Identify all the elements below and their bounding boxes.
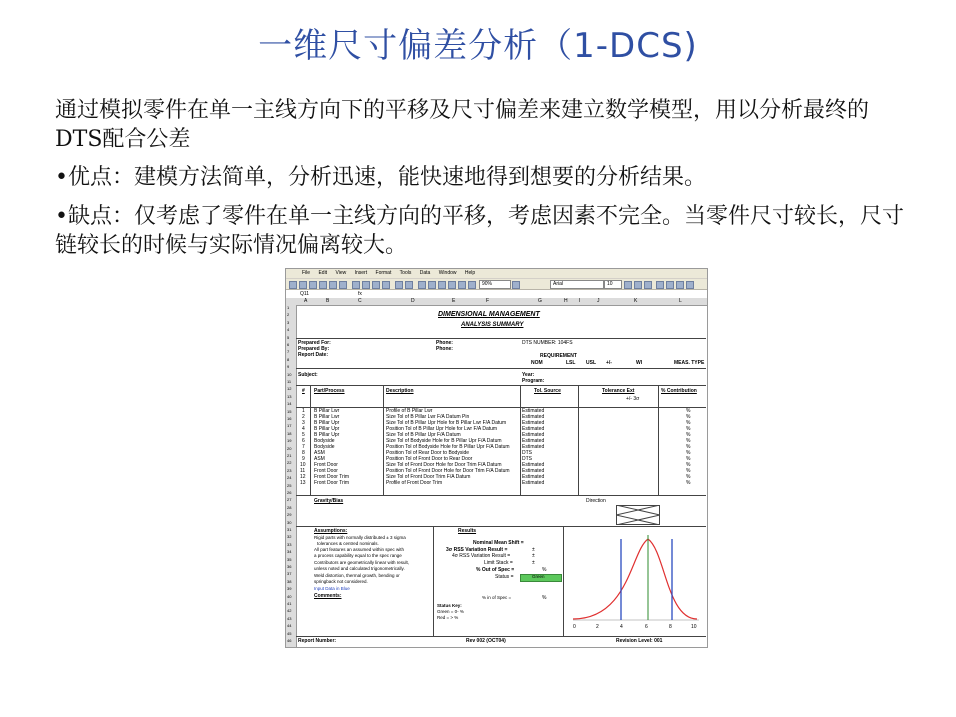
revision-level: Revision Level: 001 bbox=[616, 638, 663, 644]
report-subtitle: ANALYSIS SUMMARY bbox=[461, 322, 524, 328]
result-label: Nominal Mean Shift = bbox=[473, 540, 524, 546]
row-source: Estimated bbox=[522, 414, 545, 420]
undo-icon[interactable] bbox=[395, 281, 403, 289]
grid-line bbox=[383, 385, 384, 495]
divider bbox=[296, 636, 706, 637]
row-source: DTS bbox=[522, 450, 532, 456]
row-part: Front Door bbox=[314, 462, 338, 468]
row-number[interactable]: 38 bbox=[287, 578, 292, 584]
result-label: % Out of Spec = bbox=[476, 567, 515, 573]
grid-line bbox=[520, 385, 521, 495]
prepared-for-label: Prepared For: bbox=[298, 340, 331, 346]
row-num: 5 bbox=[302, 432, 305, 438]
row-number[interactable]: 13 bbox=[287, 393, 292, 399]
x-tick: 10 bbox=[691, 624, 697, 630]
row-pct: % bbox=[686, 444, 691, 450]
phone-label-2: Phone: bbox=[436, 346, 453, 352]
row-source: Estimated bbox=[522, 480, 545, 486]
cut-icon[interactable] bbox=[352, 281, 360, 289]
req-wi: WI bbox=[636, 360, 643, 366]
divider bbox=[296, 407, 706, 408]
dts-number: DTS NUMBER: 104FS bbox=[522, 340, 573, 346]
row-part: B Pillar Lwr bbox=[314, 414, 340, 420]
gravity-bias-label: Gravity/Bias bbox=[314, 498, 344, 504]
fx-icon: fx bbox=[358, 291, 362, 297]
pm-3sigma: +/- 3σ bbox=[626, 396, 640, 402]
col-i[interactable]: I bbox=[579, 298, 581, 304]
row-num: 11 bbox=[300, 468, 306, 474]
row-desc: Size Tol of B Pillar Lwr F/A Datum Pin bbox=[386, 414, 470, 420]
row-desc: Size Tol of B Pillar Upr Hole for B Pillar Lwr F/A Datum bbox=[386, 420, 507, 426]
row-number[interactable]: 4 bbox=[287, 327, 290, 333]
row-number[interactable]: 16 bbox=[287, 416, 292, 421]
col-num-header: # bbox=[302, 388, 305, 394]
row-number[interactable]: 22 bbox=[287, 460, 292, 466]
row-number[interactable]: 30 bbox=[287, 519, 292, 525]
row-number[interactable]: 7 bbox=[287, 349, 290, 355]
menu-insert[interactable]: Insert bbox=[354, 270, 368, 276]
help-icon[interactable] bbox=[512, 281, 520, 289]
row-number[interactable]: 1 bbox=[287, 305, 290, 310]
assumption-line: unless noted and calculated trigonometrically. bbox=[314, 566, 405, 571]
row-num: 12 bbox=[300, 474, 306, 480]
row-num: 4 bbox=[302, 426, 305, 432]
disadvantage-bullet: •缺点：仅考虑了零件在单一主线方向的平移，考虑因素不完全。当零件尺寸较长，尺寸链较长的时候与实际情况偏离较大。 bbox=[55, 204, 904, 258]
row-desc: Size Tol of Front Door Hole for Door Trim F/A Datum bbox=[386, 462, 502, 468]
assumption-line: Weld distortion, thermal growth, bending or bbox=[314, 573, 400, 578]
row-num: 1 bbox=[302, 408, 305, 414]
preview-icon[interactable] bbox=[329, 281, 337, 289]
row-num: 2 bbox=[302, 414, 305, 420]
row-pct: % bbox=[686, 414, 691, 420]
copy-icon[interactable] bbox=[362, 281, 370, 289]
col-k[interactable]: K bbox=[634, 298, 638, 304]
row-number[interactable]: 42 bbox=[287, 608, 292, 614]
x-tick: 6 bbox=[645, 624, 648, 630]
row-part: B Pillar Upr bbox=[314, 432, 340, 438]
row-number[interactable]: 26 bbox=[287, 490, 292, 495]
normal-curve bbox=[573, 539, 697, 619]
year-label: Year: bbox=[522, 372, 535, 378]
result-label: 3σ RSS Variation Result = bbox=[446, 547, 508, 553]
menu-edit[interactable]: Edit bbox=[318, 270, 328, 276]
slide-title: 一维尺寸偏差分析（1-DCS) bbox=[258, 26, 698, 66]
col-c[interactable]: C bbox=[358, 298, 362, 304]
merge-icon[interactable] bbox=[686, 281, 694, 289]
menu-window[interactable]: Window bbox=[438, 270, 457, 276]
row-desc: Position Tol of B Pillar Upr Hole for Lwr F/A Datum bbox=[386, 426, 498, 432]
row-number[interactable]: 37 bbox=[287, 571, 292, 577]
col-tol-header: Tolerance Ext bbox=[602, 388, 635, 394]
col-d[interactable]: D bbox=[411, 298, 415, 304]
row-desc: Position Tol of Bodyside Hole for B Pillar Upr F/A Datum bbox=[386, 444, 510, 450]
divider bbox=[296, 338, 706, 339]
phone-label-1: Phone: bbox=[436, 340, 453, 346]
in-spec-label: % in of Spec = bbox=[482, 595, 512, 600]
program-label: Program: bbox=[522, 378, 545, 384]
row-desc: Size Tol of Front Door Trim F/A Datum bbox=[386, 474, 471, 480]
row-pct: % bbox=[686, 456, 691, 462]
row-number[interactable]: 8 bbox=[287, 356, 290, 362]
row-number[interactable]: 23 bbox=[287, 467, 292, 473]
row-num: 10 bbox=[300, 462, 306, 468]
underline-icon[interactable] bbox=[644, 281, 652, 289]
assumption-line: Contributors are geometrically linear with result, bbox=[314, 560, 410, 565]
row-pct: % bbox=[686, 450, 691, 456]
col-j[interactable]: J bbox=[597, 298, 600, 304]
row-number[interactable]: 19 bbox=[287, 438, 292, 444]
row-number[interactable]: 34 bbox=[287, 549, 292, 555]
col-f[interactable]: F bbox=[486, 298, 490, 304]
row-pct: % bbox=[686, 426, 691, 432]
row-pct: % bbox=[686, 408, 691, 414]
drawing-icon[interactable] bbox=[468, 281, 476, 289]
result-value: ± bbox=[532, 547, 535, 553]
row-number[interactable]: 10 bbox=[287, 371, 292, 377]
prepared-by-label: Prepared By: bbox=[298, 346, 330, 352]
row-num: 6 bbox=[302, 438, 305, 444]
row-part: Bodyside bbox=[314, 444, 335, 450]
col-b[interactable]: B bbox=[326, 298, 330, 304]
toolbar bbox=[286, 278, 707, 290]
row-desc: Profile of B Pillar Lwr bbox=[386, 408, 433, 414]
row-part: B Pillar Upr bbox=[314, 420, 340, 426]
divider bbox=[296, 526, 706, 527]
row-part: ASM bbox=[314, 450, 325, 456]
col-e[interactable]: E bbox=[452, 298, 456, 304]
x-tick: 8 bbox=[669, 624, 672, 630]
row-number[interactable]: 2 bbox=[287, 312, 290, 318]
x-tick: 0 bbox=[573, 624, 576, 630]
assumption-line: Input Data in Blue bbox=[314, 586, 350, 591]
row-number[interactable]: 5 bbox=[287, 334, 290, 340]
assumption-line: a process capability equal to the spec range bbox=[314, 553, 402, 558]
row-number[interactable]: 44 bbox=[287, 623, 292, 629]
row-source: Estimated bbox=[522, 438, 545, 444]
menu-format[interactable]: Format bbox=[375, 270, 392, 276]
row-number[interactable]: 45 bbox=[287, 630, 292, 636]
key-red: Red = > % bbox=[437, 615, 459, 620]
col-part-header: Part/Process bbox=[314, 388, 345, 394]
row-num: 9 bbox=[302, 456, 305, 462]
row-number[interactable]: 33 bbox=[287, 541, 292, 547]
font-select[interactable]: Arial bbox=[550, 280, 604, 289]
row-number[interactable]: 46 bbox=[287, 638, 292, 643]
col-contrib-header: % Contribution bbox=[661, 388, 697, 394]
result-value: ± bbox=[532, 553, 535, 559]
spell-icon[interactable] bbox=[339, 281, 347, 289]
format-painter-icon[interactable] bbox=[382, 281, 390, 289]
assumptions-title: Assumptions: bbox=[314, 528, 348, 534]
x-tick: 2 bbox=[596, 624, 599, 630]
row-number[interactable]: 35 bbox=[287, 556, 292, 562]
redo-icon[interactable] bbox=[405, 281, 413, 289]
col-g[interactable]: G bbox=[538, 298, 542, 304]
row-pct: % bbox=[686, 462, 691, 468]
row-pct: % bbox=[686, 432, 691, 438]
row-num: 7 bbox=[302, 444, 305, 450]
row-number[interactable]: 21 bbox=[287, 453, 292, 458]
row-desc: Position Tol of Front Door to Rear Door bbox=[386, 456, 473, 462]
row-number[interactable]: 25 bbox=[287, 482, 292, 488]
row-number[interactable]: 27 bbox=[287, 497, 292, 503]
row-desc: Profile of Front Door Trim bbox=[386, 480, 443, 486]
align-left-icon[interactable] bbox=[656, 281, 664, 289]
row-source: Estimated bbox=[522, 432, 545, 438]
result-label: Status = bbox=[495, 574, 514, 580]
row-number[interactable]: 28 bbox=[287, 504, 292, 510]
zoom-select[interactable]: 90% bbox=[479, 280, 511, 289]
req-pm: +/- bbox=[606, 360, 612, 366]
result-value: ± bbox=[532, 560, 535, 566]
col-l[interactable]: L bbox=[679, 298, 682, 304]
req-meas-type: MEAS. TYPE bbox=[674, 360, 705, 366]
name-box[interactable]: Q11 bbox=[300, 291, 310, 297]
row-number[interactable]: 29 bbox=[287, 512, 292, 518]
row-source: Estimated bbox=[522, 420, 545, 426]
report-number-label: Report Number: bbox=[298, 638, 337, 644]
report-title: DIMENSIONAL MANAGEMENT bbox=[438, 311, 540, 318]
results-title: Results bbox=[458, 528, 477, 534]
row-desc: Position Tol of Rear Door to Bodyside bbox=[386, 450, 470, 456]
row-num: 13 bbox=[300, 480, 306, 486]
row-num: 8 bbox=[302, 450, 305, 456]
req-nom: NOM bbox=[531, 360, 543, 366]
row-source: Estimated bbox=[522, 468, 545, 474]
row-part: Front Door Trim bbox=[314, 480, 350, 486]
grid-line bbox=[433, 526, 434, 636]
comments-label: Comments: bbox=[314, 593, 342, 599]
row-number[interactable]: 31 bbox=[287, 527, 292, 532]
row-number[interactable]: 24 bbox=[287, 475, 292, 481]
row-part: Front Door bbox=[314, 468, 338, 474]
align-right-icon[interactable] bbox=[676, 281, 684, 289]
paste-icon[interactable] bbox=[372, 281, 380, 289]
row-source: Estimated bbox=[522, 444, 545, 450]
col-source-header: Tol. Source bbox=[534, 388, 561, 394]
menu-help[interactable]: Help bbox=[464, 270, 476, 276]
row-pct: % bbox=[686, 468, 691, 474]
spreadsheet-screenshot bbox=[285, 268, 708, 648]
col-desc-header: Description bbox=[386, 388, 414, 394]
row-number[interactable]: 43 bbox=[287, 615, 292, 621]
requirement-label: REQUIREMENT bbox=[540, 353, 577, 359]
assumption-line: All part features an assumed within spec with bbox=[314, 547, 405, 552]
row-desc: Position Tol of Front Door Hole for Door Trim F/A Datum bbox=[386, 468, 510, 474]
report-date-label: Report Date: bbox=[298, 352, 329, 358]
row-number[interactable]: 15 bbox=[287, 408, 292, 414]
key-green: Green = 0- % bbox=[437, 609, 464, 614]
row-source: Estimated bbox=[522, 426, 545, 432]
assumption-line: tolerances & centred nominals. bbox=[317, 541, 379, 546]
col-a[interactable]: A bbox=[304, 298, 308, 304]
row-number[interactable]: 17 bbox=[287, 423, 292, 429]
req-usl: USL bbox=[586, 360, 596, 366]
status-key-label: Status Key: bbox=[437, 603, 462, 608]
row-number[interactable]: 20 bbox=[287, 445, 292, 451]
font-size-select[interactable]: 10 bbox=[604, 280, 622, 289]
chart-wizard-icon[interactable] bbox=[458, 281, 466, 289]
new-icon[interactable] bbox=[289, 281, 297, 289]
row-number[interactable]: 6 bbox=[287, 342, 290, 347]
intro-paragraph: 通过模拟零件在单一主线方向下的平移及尺寸偏差来建立数学模型，用以分析最终的DTS配合公差 bbox=[55, 98, 870, 152]
direction-label: Direction bbox=[586, 498, 606, 504]
align-center-icon[interactable] bbox=[666, 281, 674, 289]
open-icon[interactable] bbox=[299, 281, 307, 289]
row-part: Bodyside bbox=[314, 438, 335, 444]
result-label: 4σ RSS Variation Result = bbox=[452, 553, 511, 559]
col-h[interactable]: H bbox=[564, 298, 568, 304]
divider bbox=[296, 495, 706, 496]
assumption-line: springback not considered. bbox=[314, 579, 368, 584]
print-icon[interactable] bbox=[319, 281, 327, 289]
row-number[interactable]: 18 bbox=[287, 430, 292, 436]
row-number[interactable]: 3 bbox=[287, 319, 290, 325]
row-pct: % bbox=[686, 480, 691, 486]
grid-line bbox=[578, 385, 579, 495]
column-headers bbox=[286, 298, 707, 306]
row-number[interactable]: 11 bbox=[287, 379, 292, 384]
in-spec-pct: % bbox=[542, 595, 547, 601]
row-number[interactable]: 9 bbox=[287, 364, 290, 370]
row-pct: % bbox=[686, 438, 691, 444]
autosum-icon[interactable] bbox=[428, 281, 436, 289]
result-pct: % bbox=[542, 567, 547, 573]
row-part: Front Door Trim bbox=[314, 474, 350, 480]
row-pct: % bbox=[686, 420, 691, 426]
menu-view[interactable]: View bbox=[335, 270, 347, 276]
row-number[interactable]: 41 bbox=[287, 601, 292, 606]
menu-tools[interactable]: Tools bbox=[399, 270, 412, 276]
row-source: DTS bbox=[522, 456, 532, 462]
row-part: B Pillar Upr bbox=[314, 426, 340, 432]
row-part: ASM bbox=[314, 456, 325, 462]
sort-desc-icon[interactable] bbox=[448, 281, 456, 289]
result-label: Limit Stack = bbox=[484, 560, 513, 566]
italic-icon[interactable] bbox=[634, 281, 642, 289]
row-number[interactable]: 39 bbox=[287, 586, 292, 592]
x-tick: 4 bbox=[620, 624, 623, 630]
menu-file[interactable]: File bbox=[302, 270, 311, 276]
distribution-chart bbox=[569, 531, 703, 631]
row-num: 3 bbox=[302, 420, 305, 426]
menu-bar bbox=[286, 269, 707, 278]
rev-label: Rev 002 (OCT04) bbox=[466, 638, 506, 644]
row-desc: Size Tol of Bodyside Hole for B Pillar Upr F/A Datum bbox=[386, 438, 502, 444]
bold-icon[interactable] bbox=[624, 281, 632, 289]
subject-label: Subject: bbox=[298, 372, 318, 378]
status-value: Green bbox=[532, 574, 545, 579]
save-icon[interactable] bbox=[309, 281, 317, 289]
grid-line bbox=[310, 385, 311, 495]
assumption-line: Rigid parts with normally distributed ± 3 sigma bbox=[314, 535, 406, 540]
hyperlink-icon[interactable] bbox=[418, 281, 426, 289]
divider bbox=[296, 385, 706, 386]
grid-line bbox=[658, 385, 659, 495]
advantage-bullet: •优点：建模方法简单，分析迅速，能快速地得到想要的分析结果。 bbox=[55, 165, 706, 190]
sort-asc-icon[interactable] bbox=[438, 281, 446, 289]
row-number[interactable]: 32 bbox=[287, 534, 292, 540]
row-source: Estimated bbox=[522, 462, 545, 468]
divider bbox=[296, 368, 706, 369]
row-number[interactable]: 36 bbox=[287, 564, 292, 569]
row-source: Estimated bbox=[522, 408, 545, 414]
row-number[interactable]: 14 bbox=[287, 401, 292, 407]
row-headers bbox=[286, 305, 297, 647]
row-number[interactable]: 40 bbox=[287, 593, 292, 599]
row-source: Estimated bbox=[522, 474, 545, 480]
req-lsl: LSL bbox=[566, 360, 576, 366]
row-number[interactable]: 12 bbox=[287, 386, 292, 392]
row-pct: % bbox=[686, 474, 691, 480]
grid-line bbox=[563, 526, 564, 636]
direction-cross-icon bbox=[616, 505, 660, 525]
row-desc: Size Tol of B Pillar Upr F/A Datum bbox=[386, 432, 461, 438]
row-part: B Pillar Lwr bbox=[314, 408, 340, 414]
menu-data[interactable]: Data bbox=[419, 270, 431, 276]
